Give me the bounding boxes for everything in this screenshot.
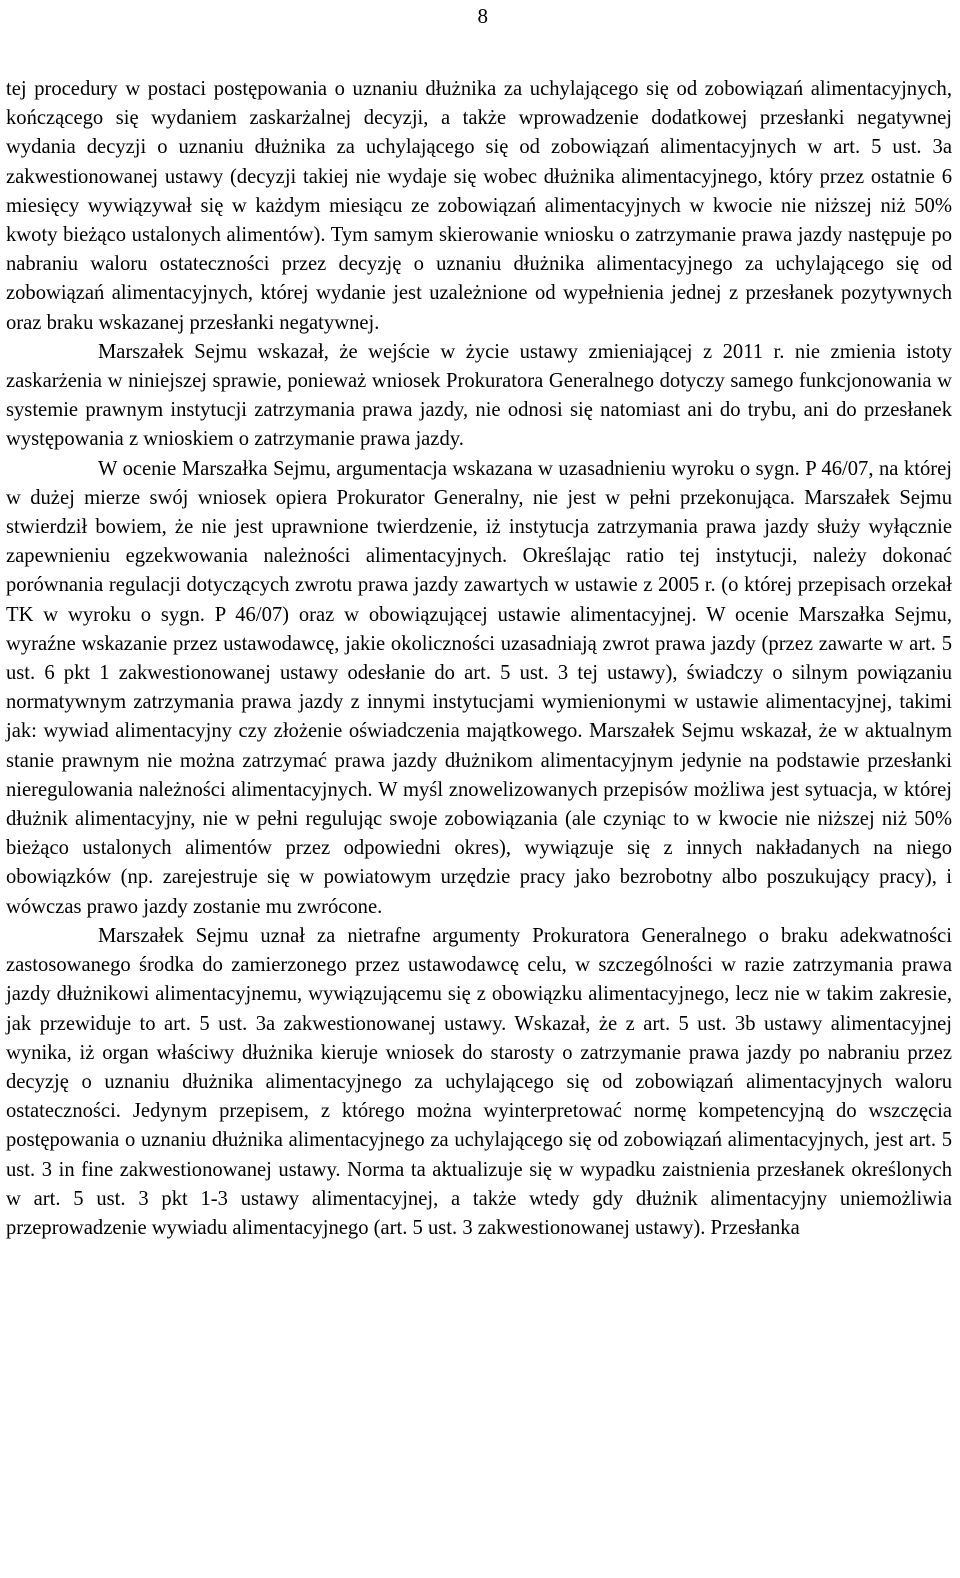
paragraph-3: W ocenie Marszałka Sejmu, argumentacja wskazana w uzasadnieniu wyroku o sygn. P 46/07, na której w dużej mierze swój wniosek opiera Prokurator Generalny, nie jest w pełni przekonująca. Marszałek Sejmu stwierdził bowiem, że nie jest uprawnione twierdzenie, iż instytucja zatrzymania prawa jazdy służy wyłącznie zapewnieniu egzekwowania należności alimentacyjnych. Określając ratio tej instytucji, należy dokonać porównania regulacji dotyczących zwrotu prawa jazdy zawartych w ustawie z 2005 r. (o której przepisach orzekał TK w wyroku o sygn. P 46/07) oraz w obowiązującej ustawie alimentacyjnej. W ocenie Marszałka Sejmu, wyraźne wskazanie przez ustawodawcę, jakie okoliczności uzasadniają zwrot prawa jazdy (przez zawarte w art. 5 ust. 6 pkt 1 zakwestionowanej ustawy odesłanie do art. 5 ust. 3 tej ustawy), świadczy o silnym powiązaniu normatywnym zatrzymania prawa jazdy z innymi instytucjami wymienionymi w ustawie alimentacyjnej, takimi jak: wywiad alimentacyjny czy złożenie oświadczenia majątkowego. Marszałek Sejmu wskazał, że w aktualnym stanie prawnym nie można zatrzymać prawa jazdy dłużnikom alimentacyjnym jedynie na podstawie przesłanki nieregulowania należności alimentacyjnych. W myśl znowelizowanych przepisów możliwa jest sytuacja, w której dłużnik alimentacyjny, nie w pełni regulując swoje zobowiązania (ale czyniąc to w kwocie nie niższej niż 50% bieżąco ustalonych alimentów przez odpowiedni okres), wywiązuje się z innych nakładanych na niego obowiązków (np. zarejestruje się w powiatowym urzędzie pracy jako bezrobotny albo poszukujący pracy), i wówczas prawo jazdy zostanie mu zwrócone. xyxy=(6,457,952,918)
document-body xyxy=(6,75,952,1243)
paragraph-4: Marszałek Sejmu uznał za nietrafne argumenty Prokuratora Generalnego o braku adekwatności zastosowanego środka do zamierzonego przez ustawodawcę celu, w szczególności w razie zatrzymania prawa jazdy dłużnikowi alimentacyjnemu, wywiązującemu się z obowiązku alimentacyjnego, lecz nie w takim zakresie, jak przewiduje to art. 5 ust. 3a zakwestionowanej ustawy. Wskazał, że z art. 5 ust. 3b ustawy alimentacyjnej wynika, iż organ właściwy dłużnika kieruje wniosek do starosty o zatrzymanie prawa jazdy po nabraniu przez decyzję o uznaniu dłużnika alimentacyjnego za uchylającego się od zobowiązań alimentacyjnych waloru ostateczności. Jedynym przepisem, z którego można wyinterpretować normę kompetencyjną do wszczęcia postępowania o uznaniu dłużnika alimentacyjnego za uchylającego się od zobowiązań alimentacyjnych, jest art. 5 ust. 3 in fine zakwestionowanej ustawy. Norma ta aktualizuje się w wypadku zaistnienia przesłanek określonych w art. 5 ust. 3 pkt 1-3 ustawy alimentacyjnej, a także wtedy gdy dłużnik alimentacyjny uniemożliwia przeprowadzenie wywiadu alimentacyjnego (art. 5 ust. 3 zakwestionowanej ustawy). Przesłanka xyxy=(6,924,952,1239)
page-number: 8 xyxy=(477,4,488,28)
paragraph-2: Marszałek Sejmu wskazał, że wejście w życie ustawy zmieniającej z 2011 r. nie zmienia istoty zaskarżenia w niniejszej sprawie, ponieważ wniosek Prokuratora Generalnego dotyczy samego funkcjonowania w systemie prawnym instytucji zatrzymania prawa jazdy, nie odnosi się natomiast ani do trybu, ani do przesłanek występowania z wnioskiem o zatrzymanie prawa jazdy. xyxy=(6,340,952,451)
paragraph-1: tej procedury w postaci postępowania o uznaniu dłużnika za uchylającego się od zobowiązań alimentacyjnych, kończącego się wydaniem zaskarżalnej decyzji, a także wprowadzenie dodatkowej przesłanki negatywnej wydania decyzji o uznaniu dłużnika za uchylającego się od zobowiązań alimentacyjnych w art. 5 ust. 3a zakwestionowanej ustawy (decyzji takiej nie wydaje się wobec dłużnika alimentacyjnego, który przez ostatnie 6 miesięcy wywiązywał się w każdym miesiącu ze zobowiązań alimentacyjnych w kwocie nie niższej niż 50% kwoty bieżąco ustalonych alimentów). Tym samym skierowanie wniosku o zatrzymanie prawa jazdy następuje po nabraniu waloru ostateczności przez decyzję o uznaniu dłużnika alimentacyjnego za uchylającego się od zobowiązań alimentacyjnych, której wydanie jest uzależnione od wypełnienia jednej z przesłanek pozytywnych oraz braku wskazanej przesłanki negatywnej. xyxy=(6,78,952,334)
